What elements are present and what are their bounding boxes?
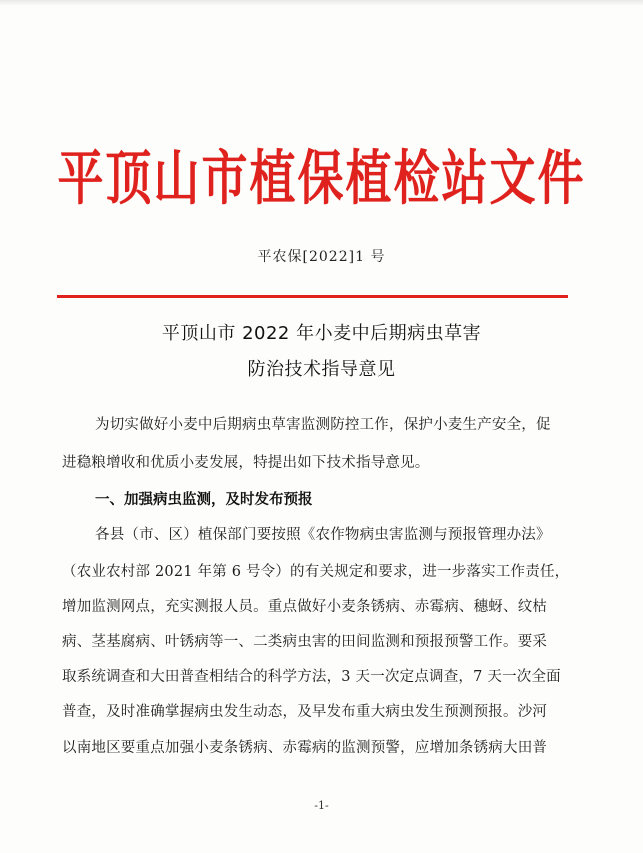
section1-line-6: 普查，及时准确掌握病虫发生动态，及早发布重大病虫发生预测预报。沙河 bbox=[62, 704, 548, 720]
document-number: 平农保[2022]1 号 bbox=[257, 249, 386, 265]
page-number: -1- bbox=[314, 799, 329, 812]
section1-line-5: 取系统调查和大田普查相结合的科学方法，3 天一次定点调查，7 天一次全面 bbox=[62, 669, 561, 685]
intro-line-2: 进稳粮增收和优质小麦发展，特提出如下技术指导意见。 bbox=[62, 455, 430, 471]
section1-line-3: 增加监测网点，充实测报人员。重点做好小麦条锈病、赤霉病、穗蚜、纹枯 bbox=[62, 599, 548, 615]
section1-line-2: （农业农村部 2021 年第 6 号令）的有关规定和要求，进一步落实工作责任， bbox=[62, 564, 570, 580]
section1-line-4: 病、茎基腐病、叶锈病等一、二类病虫害的田间监测和预报预警工作。要采 bbox=[62, 634, 548, 650]
section-heading-1: 一、加强病虫监测，及时发布预报 bbox=[95, 492, 313, 508]
section1-line-7: 以南地区要重点加强小麦条锈病、赤霉病的监测预警，应增加条锈病大田普 bbox=[62, 740, 548, 756]
intro-line-1: 为切实做好小麦中后期病虫草害监测防控工作，保护小麦生产安全，促 bbox=[95, 417, 551, 433]
section1-line-1: 各县（市、区）植保部门要按照《农作物病虫害监测与预报管理办法》 bbox=[95, 527, 551, 543]
scan-edge bbox=[0, 0, 643, 6]
red-divider-line bbox=[57, 295, 568, 298]
document-title-line-2: 防治技术指导意见 bbox=[247, 359, 396, 380]
red-header-title: 平顶山市植保植检站文件 bbox=[57, 143, 586, 213]
document-title-line-1: 平顶山市 2022 年小麦中后期病虫草害 bbox=[161, 323, 482, 344]
